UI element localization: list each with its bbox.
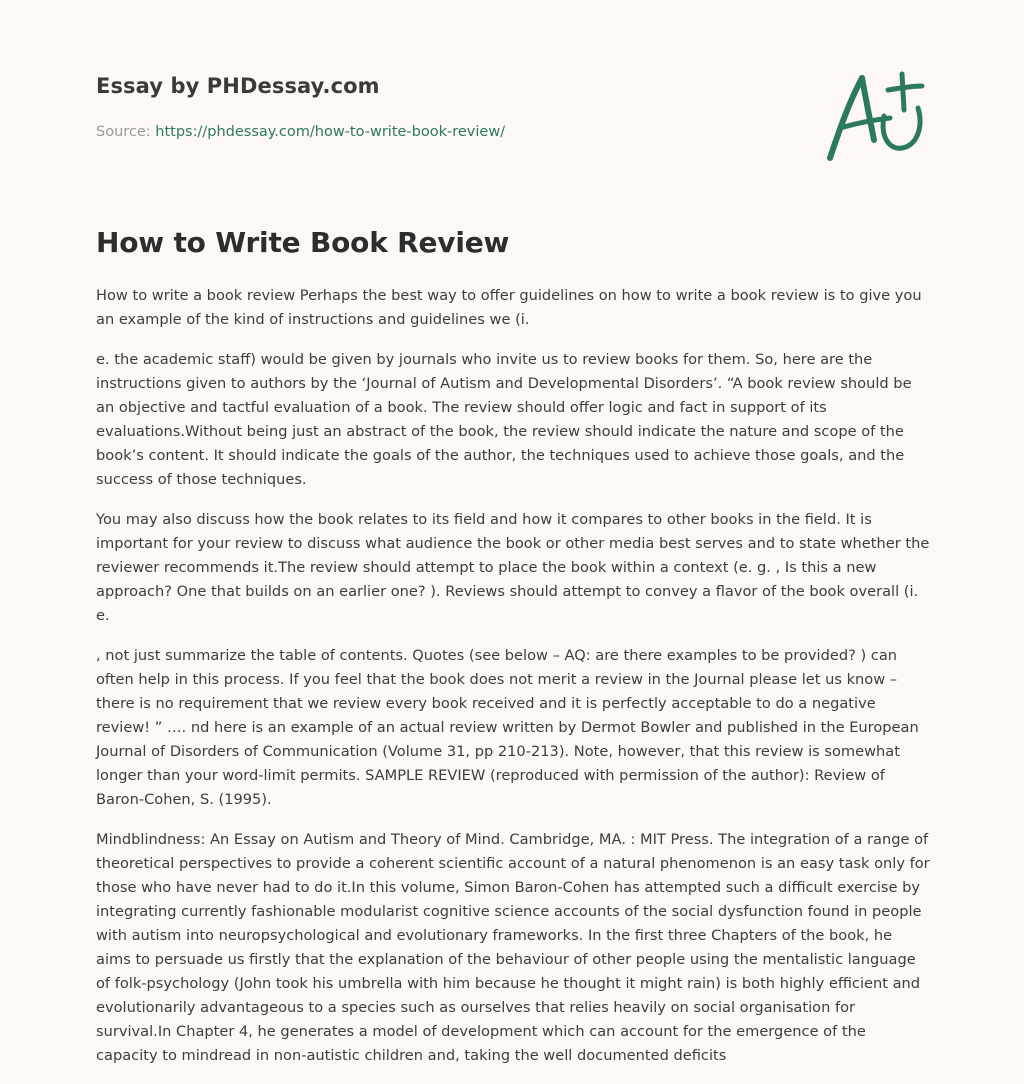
source-link[interactable]: https://phdessay.com/how-to-write-book-review/: [155, 124, 506, 140]
page-title: How to Write Book Review: [96, 226, 510, 259]
source-label: Source:: [96, 124, 156, 140]
site-title: Essay by PHDessay.com: [96, 74, 380, 98]
article-paragraph-1: How to write a book review Perhaps the best way to offer guidelines on how to write a book review is to give you an example of the kind of instructions and guidelines we (i.: [96, 287, 922, 328]
article-paragraph-3: You may also discuss how the book relates to its field and how it compares to other books in the field. It is important for your review to discuss what audience the book or other media best serves and to state whether the reviewer recommends it.The review should attempt to place the book within a context (e. g. , Is this a new approach? One that builds on an earlier one? ). Reviews should attempt to convey a flavor of the book overall (i. e.: [96, 511, 930, 624]
source-line: [96, 124, 505, 140]
a-plus-logo-icon: [820, 66, 930, 166]
article-paragraph-2: e. the academic staff) would be given by journals who invite us to review books for them. So, here are the instructions given to authors by the ‘Journal of Autism and Developmental Disorders’. “A book review should be an objective and tactful evaluation of a book. The review should offer logic and fact in support of its evaluations.Without being just an abstract of the book, the review should indicate the nature and scope of the book’s content. It should indicate the goals of the author, the techniques used to achieve those goals, and the success of those techniques.: [96, 351, 912, 488]
article-paragraph-4: , not just summarize the table of contents. Quotes (see below – AQ: are there examples to be provided? ) can often help in this process. If you feel that the book does not merit a review in the Journal please let us know – there is no requirement that we review every book received and it is perfectly acceptable to do a negative review! ” …. nd here is an example of an actual review written by Dermot Bowler and published in the European Journal of Disorders of Communication (Volume 31, pp 210-213). Note, however, that this review is somewhat longer than your word-limit permits. SAMPLE REVIEW (reproduced with permission of the author): Review of Baron-Cohen, S. (1995).: [96, 647, 919, 808]
article-paragraph-5: Mindblindness: An Essay on Autism and Theory of Mind. Cambridge, MA. : MIT Press. The integration of a range of theoretical perspectives to provide a coherent scientific account of a natural phenomenon is an easy task only for those who have never had to do it.In this volume, Simon Baron-Cohen has attempted such a difficult exercise by integrating currently fashionable modularist cognitive science accounts of the social dysfunction found in people with autism into neuropsychological and evolutionary frameworks. In the first three Chapters of the book, he aims to persuade us firstly that the explanation of the behaviour of other people using the mentalistic language of folk-psychology (John took his umbrella with him because he thought it might rain) is both highly efficient and evolutionarily advantageous to a species such as ourselves that relies heavily on social organisation for survival.In Chapter 4, he generates a model of development which can account for the emergence of the capacity to mindread in non-autistic children and, taking the well documented deficits: [96, 831, 930, 1064]
article-body: [96, 284, 930, 1084]
